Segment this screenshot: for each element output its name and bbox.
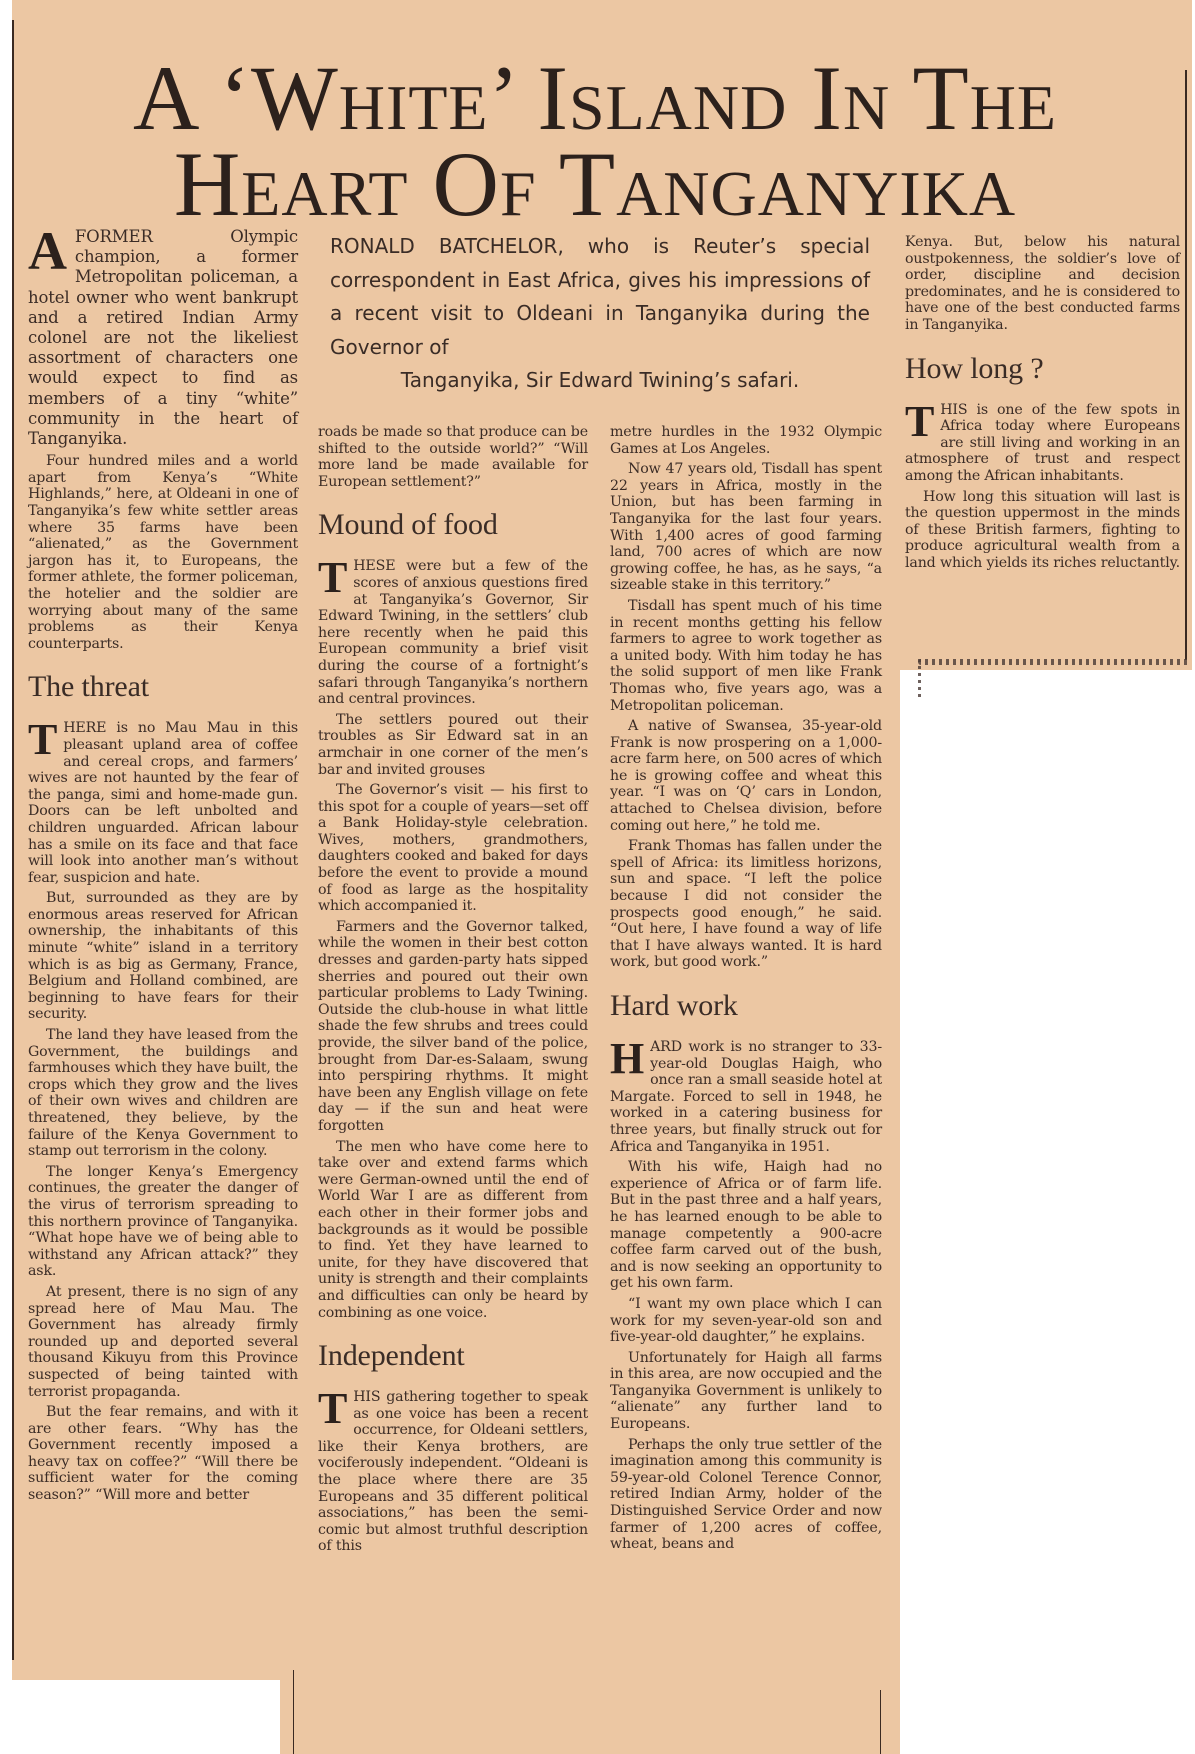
subheading-how-long: How long ? — [905, 351, 1044, 385]
headline-line-2: Heart Of Tanganyika — [173, 133, 1017, 235]
paragraph: How long this situation will last is the question uppermost in the minds of these British farmers, fighting to produce agricultural wealth from a land which yields its riches reluctantly. — [905, 488, 1180, 571]
standfirst-last-line: Tanganyika, Sir Edward Twining’s safari. — [400, 368, 800, 392]
article-column-4 — [905, 234, 1180, 576]
drop-cap: T — [905, 396, 935, 446]
paragraph: With his wife, Haigh had no experience of Africa or of farm life. But in the past three and a half years, he has learned enough to be able to manage competently a 900-acre coffee farm carved out of the bush, and is now seeking an opportunity to get his own farm. — [610, 1159, 882, 1292]
drop-cap: H — [610, 1034, 645, 1083]
paragraph: Frank Thomas has fallen under the spell of Africa: its limitless horizons, sun and space. “I left the police because I did not consider the prospects good enough,” he said. “Out here, I have found a way of life that I have always wanted. It is hard work, but good work.” — [610, 838, 882, 971]
paragraph: The Governor’s visit — his first to this spot for a couple of years—set off a Bank Holiday-style celebration. Wives, mothers, grandmothers, daughters cooked and baked for days before the event to provide a mound of food as large as the hospitality which accompanied it. — [318, 782, 588, 915]
paragraph: Kenya. But, below his natural oustpokenness, the soldier’s love of order, discipline and decision predominates, and he is considered to have one of the best conducted farms in Tanganyika. — [905, 234, 1180, 333]
paragraph: roads be made so that produce can be shifted to the outside world?” “Will more land be made available for European settlement?” — [318, 424, 588, 490]
paragraph: A native of Swansea, 35-year-old Frank is now prospering on a 1,000-acre farm here, on 500 acres of which he is growing coffee and wheat this year. “I was on ‘Q’ cars in London, attached to Chelsea division, before coming out here,” he told me. — [610, 718, 882, 834]
paragraph: Now 47 years old, Tisdall has spent 22 years in Africa, mostly in the Union, but has been farming in Tanganyika for the last four years. With 1,400 acres of good farming land, 700 acres of which are now growing coffee, he has, as he says, “a sizeable stake in this territory.” — [610, 461, 882, 594]
drop-cap: T — [28, 715, 58, 765]
column-rule-right — [1185, 70, 1187, 660]
paragraph: Tisdall has spent much of his time in recent months getting his fellow farmers to agree to work together as a united body. With him today he has the solid support of men like Frank Thomas who, five years ago, was a Metropolitan policeman. — [610, 597, 882, 714]
paragraph: The longer Kenya’s Emergency continues, the greater the danger of the virus of terrorism spreading to this northern province of Tanganyika. “What hope have we of being able to withstand any African attack?” they ask. — [28, 1163, 298, 1280]
article-column-2 — [318, 424, 588, 1559]
column-rule-left — [12, 20, 14, 1660]
paragraph: THIS gathering together to speak as one voice has been a recent occurrence, for Oldeani settlers, like their Kenya brothers, are vociferously independent. “Oldeani is the place where there are 35 Europeans and 35 different political associations,” has been the semi-comic but almost truthful description of this — [318, 1384, 588, 1555]
drop-cap: T — [318, 553, 348, 603]
paragraph: Four hundred miles and a world apart from Kenya’s “White Highlands,” here, at Oldeani in one of Tanganyika’s few white settler areas where 35 farms have been “alienated,” as the Government jargon has it, to Europeans, the former athlete, the former policeman, the hotelier and the soldier are worrying about many of the same problems as their Kenya counterparts. — [28, 453, 298, 652]
paragraph: The settlers poured out their troubles as Sir Edward sat in an armchair in one corner of the men’s bar and invited grouses — [318, 711, 588, 778]
decorative-border-rule — [918, 659, 921, 699]
drop-cap: T — [318, 1384, 348, 1434]
column-rule — [880, 1690, 881, 1754]
paragraph: HARD work is no stranger to 33-year-old Douglas Haigh, who once ran a small seaside hotel at Margate. Forced to sell in 1948, he worked in a catering business for three years, but finally struck out for Africa and Tanganyika in 1951. — [610, 1034, 882, 1155]
paragraph: Farmers and the Governor talked, while the women in their best cotton dresses and garden-party hats sipped sherries and poured out their own particular problems to Lady Twining. Outside the club-house in what little shade the few shrubs and trees could provide, the silver band of the police, brought from Dar-es-Salaam, swung into perspiring rhythms. It might have been any English village on fete day — if the sun and heat were forgotten — [318, 918, 588, 1134]
subheading-mound-of-food: Mound of food — [318, 508, 498, 542]
headline-line-1: A ‘White’ Island In The — [132, 47, 1058, 149]
paragraph: Perhaps the only true settler of the imagination among this community is 59-year-old Colonel Terence Connor, retired Indian Army, holder of the Distinguished Service Order and now farmer of 1,200 acres of coffee, wheat, beans and — [610, 1436, 882, 1553]
paragraph: AFORMER Olympic champion, a former Metropolitan policeman, a hotel owner who went bankrupt and a retired Indian Army colonel are not the likeliest assortment of characters one would expect to find as members of a tiny “white” community in the heart of Tanganyika. — [28, 221, 298, 449]
paragraph: But the fear remains, and with it are other fears. “Why has the Government recently imposed a heavy tax on coffee?” “Will there be sufficient water for the coming season?” “Will more and better — [28, 1404, 298, 1504]
drop-cap: A — [28, 221, 67, 281]
paragraph: THESE were but a few of the scores of anxious questions fired at Tanganyika’s Governor, Sir Edward Twining, in the settlers’ club here recently when he paid this European community a brief visit during the course of a fortnight’s safari through Tanganyika’s northern and central provinces. — [318, 553, 588, 708]
paragraph: Unfortunately for Haigh all farms in this area, are now occupied and the Tanganyika Government is unlikely to “alienate” any further land to Europeans. — [610, 1349, 882, 1433]
subheading-hard-work: Hard work — [610, 989, 738, 1022]
standfirst — [330, 230, 870, 398]
decorative-border-rule — [918, 659, 1190, 665]
paragraph: But, surrounded as they are by enormous areas reserved for African ownership, the inhabitants of this minute “white” island in a territory which is as big as Germany, France, Belgium and Holland combined, are beginning to have fears for their security. — [28, 890, 298, 1023]
newspaper-clipping-tail — [280, 1680, 900, 1754]
article-column-3 — [610, 424, 882, 1557]
subheading-the-threat: The threat — [28, 670, 149, 704]
paragraph: The land they have leased from the Government, the buildings and farmhouses which they have built, the crops which they grow and the lives of their own wives and children are threatened, they believe, by the failure of the Kenya Government to stamp out terrorism in the colony. — [28, 1027, 298, 1160]
standfirst-text: RONALD BATCHELOR, who is Reuter’s special correspondent in East Africa, gives his impressions of a recent visit to Oldeani in Tanganyika during the Governor of — [330, 234, 870, 359]
subheading-independent: Independent — [318, 1339, 465, 1373]
column-rule — [293, 1670, 294, 1754]
paragraph: At present, there is no sign of any spread here of Mau Mau. The Government has already firmly rounded up and deported several thousand Kikuyu from this Province suspected of being tainted with terrorist propaganda. — [28, 1283, 298, 1400]
paragraph: The men who have come here to take over and extend farms which were German-owned until the end of World War I are as different from each other in their former jobs and backgrounds as it would be possible to find. Yet they have learned to unite, for they have discovered that unity is strength and their complaints and difficulties can only be heard by combining as one voice. — [318, 1138, 588, 1321]
paragraph: “I want my own place which I can work for my seven-year-old son and five-year-old daughter,” he explains. — [610, 1295, 882, 1346]
paragraph: metre hurdles in the 1932 Olympic Games at Los Angeles. — [610, 424, 882, 457]
paragraph: THERE is no Mau Mau in this pleasant upland area of coffee and cereal crops, and farmers’ wives are not haunted by the fear of the panga, simi and home-made gun. Doors can be left unbolted and children unguarded. African labour has a smile on its face and that face will look into another man’s without fear, suspicion and hate. — [28, 715, 298, 886]
article-column-1 — [28, 221, 298, 1508]
paragraph: THIS is one of the few spots in Africa today where Europeans are still living and working in an atmosphere of trust and respect among the African inhabitants. — [905, 396, 1180, 484]
